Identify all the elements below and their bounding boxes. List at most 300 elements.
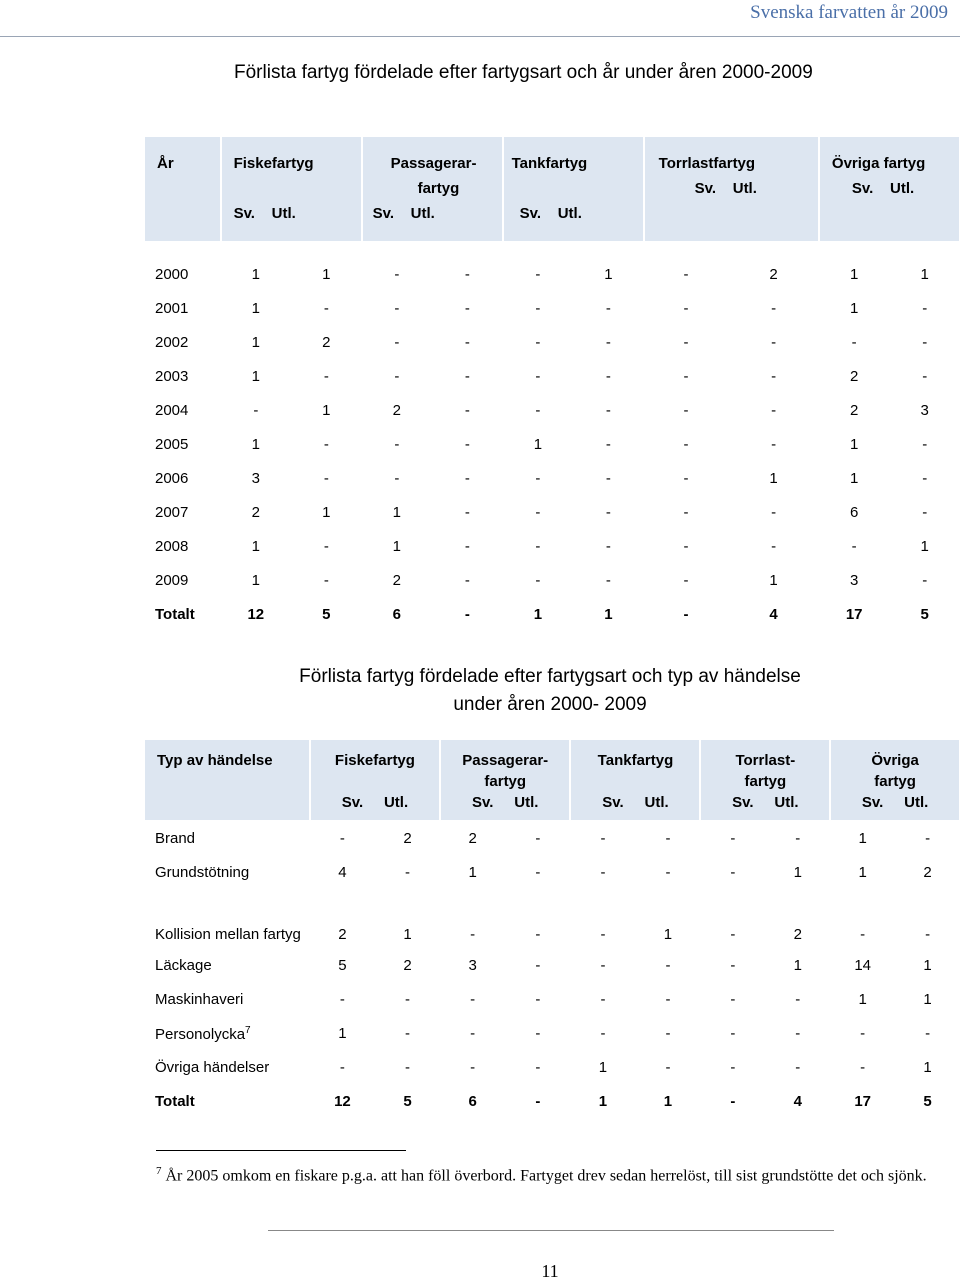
- table-cell: 1: [598, 1059, 608, 1076]
- row-label-text: Totalt: [155, 1093, 195, 1110]
- row-label-text: 2007: [155, 504, 189, 521]
- row-label: [145, 565, 220, 596]
- table-cell: 3: [890, 395, 959, 426]
- table-cell: 2: [820, 395, 889, 426]
- header-sv: Sv.: [341, 794, 364, 811]
- table-cell: 17: [854, 1093, 872, 1110]
- header-col-drycargo: Torrlast- fartyg Sv. Utl.: [701, 740, 829, 820]
- header-utl: Utl.: [557, 205, 582, 222]
- header-name: Övriga fartyg: [831, 155, 926, 172]
- table-cell: -: [600, 864, 606, 881]
- table-cell: 2: [793, 926, 802, 943]
- table-cell: 1: [292, 395, 361, 426]
- table-cell: -: [574, 361, 643, 392]
- table-cell: -: [860, 926, 866, 943]
- table2-title: [0, 663, 960, 719]
- row-label-text: Maskinhaveri: [155, 991, 244, 1008]
- table-cell: -: [292, 565, 361, 596]
- running-title: Svenska farvatten år 2009: [750, 2, 948, 23]
- table-cell: 3: [222, 463, 291, 494]
- table-cell: -: [504, 361, 573, 392]
- table-cell: -: [363, 327, 432, 358]
- table-cell: -: [433, 293, 502, 324]
- table-cell: -: [405, 1059, 411, 1076]
- table-cell: 2: [292, 327, 361, 358]
- row-label: [145, 823, 309, 854]
- row-label: [145, 984, 309, 1015]
- table-cell: -: [363, 361, 432, 392]
- table-cell: -: [730, 1093, 736, 1110]
- table-cell: -: [433, 497, 502, 528]
- header-col-fishing: [222, 137, 361, 241]
- header-year-label: År: [157, 155, 174, 172]
- table-cell: -: [665, 1025, 671, 1042]
- table-cell: -: [795, 991, 801, 1008]
- table-cell: -: [820, 531, 889, 562]
- table-cell: -: [730, 1059, 736, 1076]
- row-label-text: Totalt: [155, 606, 195, 623]
- footnote-ref: 7: [245, 1024, 251, 1036]
- table-cell: -: [535, 991, 541, 1008]
- table-cell: 2: [923, 864, 932, 881]
- table-cell: -: [795, 1059, 801, 1076]
- table-cell: -: [339, 830, 345, 847]
- table-cell: -: [645, 463, 728, 494]
- table-cell: -: [645, 429, 728, 460]
- table-cell: -: [535, 957, 541, 974]
- table-cell: -: [665, 864, 671, 881]
- table-cell: -: [405, 864, 411, 881]
- table-cell: 1: [363, 497, 432, 528]
- table-cell: -: [470, 926, 476, 943]
- row-label-text: Personolycka: [155, 1025, 246, 1043]
- header-utl: Utl.: [383, 794, 409, 811]
- table2-title-line2: under åren 2000- 2009: [453, 694, 647, 715]
- table-cell: -: [363, 463, 432, 494]
- table-cell: -: [665, 957, 671, 974]
- table-cell: -: [600, 1025, 606, 1042]
- footnote-text: År 2005 omkom en fiskare p.g.a. att han föll överbord. Fartyget drev sedan herrelöst, till sist grundstötte det och sjönk.: [165, 1167, 927, 1185]
- table-row: [145, 857, 959, 888]
- table-cell: 1: [923, 991, 932, 1008]
- table-cell: -: [574, 463, 643, 494]
- header-col-drycargo: [645, 137, 818, 241]
- table-cell: -: [574, 565, 643, 596]
- running-header: [0, 0, 960, 37]
- table-cell: -: [363, 259, 432, 290]
- table-cell: -: [363, 293, 432, 324]
- page-number: 11: [541, 1261, 559, 1281]
- table-row: [145, 395, 959, 426]
- table-cell: 2: [468, 830, 477, 847]
- header-utl: Utl.: [732, 180, 757, 197]
- row-label: [145, 950, 309, 981]
- row-label: [145, 891, 309, 947]
- table-cell: -: [339, 991, 345, 1008]
- header-sv: Sv.: [472, 794, 494, 811]
- table-cell: -: [504, 293, 573, 324]
- table-cell: -: [729, 531, 818, 562]
- footnote-number: 7: [156, 1165, 162, 1177]
- table-cell: 17: [820, 599, 889, 630]
- row-label: [145, 1086, 309, 1117]
- table-cell: -: [925, 1025, 931, 1042]
- table-cell: -: [795, 1025, 801, 1042]
- table-cell: 1: [504, 429, 573, 460]
- table-cell: 6: [820, 497, 889, 528]
- table-cell: -: [292, 293, 361, 324]
- table-cell: 1: [504, 599, 573, 630]
- table2-title-line1: Förlista fartyg fördelade efter fartygsart och typ av händelse: [299, 666, 801, 687]
- header-utl: Utl.: [904, 794, 929, 811]
- table-cell: 1: [574, 599, 643, 630]
- table-cell: -: [730, 957, 736, 974]
- table-cell: 1: [729, 463, 818, 494]
- table-cell: 1: [890, 531, 959, 562]
- table2-body: [145, 823, 959, 1117]
- table-cell: 1: [663, 926, 673, 943]
- table-cell: -: [339, 1059, 345, 1076]
- table-cell: -: [729, 293, 818, 324]
- table-cell: 6: [363, 599, 432, 630]
- table-cell: -: [433, 565, 502, 596]
- table-cell: 1: [858, 864, 867, 881]
- table-cell: 12: [222, 599, 291, 630]
- table-cell: 1: [793, 864, 802, 881]
- row-label: [145, 1018, 309, 1049]
- table-cell: -: [433, 531, 502, 562]
- table-cell: -: [470, 1059, 476, 1076]
- table-cell: -: [925, 926, 931, 943]
- table-cell: -: [729, 361, 818, 392]
- table-cell: 1: [574, 259, 643, 290]
- table-cell: 1: [222, 259, 291, 290]
- header-name: Torrlastfartyg: [658, 155, 756, 172]
- table-row: [145, 891, 959, 947]
- table-cell: 1: [820, 259, 889, 290]
- table-cell: -: [645, 293, 728, 324]
- table-cell: 1: [222, 565, 291, 596]
- row-label-text: 2000: [155, 266, 189, 283]
- header-sv: Sv.: [233, 205, 255, 222]
- row-label: [145, 259, 220, 290]
- table-cell: 5: [292, 599, 361, 630]
- footnote: [156, 1160, 956, 1187]
- bottom-divider: [268, 1230, 834, 1231]
- table-cell: 1: [890, 259, 959, 290]
- row-label-text: Brand: [155, 830, 196, 847]
- table-cell: -: [645, 395, 728, 426]
- table-cell: -: [729, 395, 818, 426]
- table-cell: -: [574, 327, 643, 358]
- table-cell: -: [820, 327, 889, 358]
- table-cell: -: [730, 830, 736, 847]
- table-cell: -: [645, 565, 728, 596]
- table-cell: 5: [890, 599, 959, 630]
- header-sv: Sv.: [694, 180, 717, 197]
- table-cell: -: [600, 926, 606, 943]
- table-row: [145, 361, 959, 392]
- table-cell: 1: [663, 1093, 673, 1110]
- table-cell: -: [363, 429, 432, 460]
- table-cell: 1: [858, 830, 867, 847]
- table-cell: -: [645, 497, 728, 528]
- header-sv: Sv.: [851, 180, 874, 197]
- table-cell: 1: [222, 361, 291, 392]
- header-sv: Sv.: [732, 794, 754, 811]
- table-row: [145, 497, 959, 528]
- table-cell: -: [645, 599, 728, 630]
- table-cell: -: [665, 991, 671, 1008]
- header-utl: Utl.: [514, 794, 539, 811]
- table-row: [145, 531, 959, 562]
- header-type: [145, 740, 309, 820]
- table-cell: -: [504, 463, 573, 494]
- header-type-label: Typ av händelse: [157, 752, 273, 769]
- header-col-tanker: [504, 137, 643, 241]
- table-cell: 5: [923, 1093, 932, 1110]
- table-cell: -: [433, 361, 502, 392]
- table-cell: -: [890, 327, 959, 358]
- header-col-fishing: Fiskefartyg Sv. Utl.: [311, 740, 439, 820]
- footnote-divider: [156, 1150, 406, 1151]
- row-label-text: 2009: [155, 572, 189, 589]
- table-cell: 3: [468, 957, 477, 974]
- row-label-text: Läckage: [155, 957, 212, 974]
- header-name: Tankfartyg: [511, 155, 588, 172]
- table-cell: -: [292, 361, 361, 392]
- table-cell: 6: [468, 1093, 477, 1110]
- table-row: [145, 429, 959, 460]
- table-cell: -: [535, 926, 541, 943]
- table-vessels-by-year: [143, 134, 960, 633]
- table-cell: 1: [222, 293, 291, 324]
- table-cell: -: [504, 531, 573, 562]
- header-sv: Sv.: [519, 205, 542, 222]
- table-cell: -: [535, 1059, 541, 1076]
- row-label: [145, 327, 220, 358]
- table-cell: -: [292, 531, 361, 562]
- table-cell: -: [405, 991, 411, 1008]
- table-cell: 2: [363, 565, 432, 596]
- row-label-text: 2003: [155, 368, 189, 385]
- table-cell: -: [433, 429, 502, 460]
- table-cell: -: [504, 327, 573, 358]
- table-cell: -: [470, 1025, 476, 1042]
- table-cell: -: [535, 1093, 541, 1110]
- table-cell: -: [730, 864, 736, 881]
- table-row: [145, 327, 959, 358]
- table-cell: -: [600, 991, 606, 1008]
- table-cell: -: [504, 565, 573, 596]
- table-cell: 1: [858, 991, 867, 1008]
- table-cell: -: [729, 327, 818, 358]
- table-row: [145, 259, 959, 290]
- header-col-other: [820, 137, 959, 241]
- table-cell: -: [890, 429, 959, 460]
- header-year: [145, 137, 220, 241]
- header-utl: Utl.: [410, 205, 435, 222]
- table-cell: 4: [793, 1093, 802, 1110]
- table-cell: -: [574, 497, 643, 528]
- table-cell: 2: [729, 259, 818, 290]
- row-label: [145, 531, 220, 562]
- table-cell: -: [292, 429, 361, 460]
- table-cell: 1: [222, 531, 291, 562]
- table-cell: 1: [403, 926, 412, 943]
- table-cell: -: [600, 957, 606, 974]
- table-cell: 1: [222, 429, 291, 460]
- table-cell: 1: [793, 957, 802, 974]
- table-cell: 2: [363, 395, 432, 426]
- header-sv: Sv.: [602, 794, 624, 811]
- table-cell: 2: [222, 497, 291, 528]
- table-cell: 2: [338, 926, 347, 943]
- table-cell: -: [222, 395, 291, 426]
- row-label-text: Övriga händelser: [155, 1059, 270, 1076]
- table-cell: 14: [854, 957, 872, 974]
- table-cell: 1: [820, 293, 889, 324]
- header-col-passenger: Passagerar- fartyg Sv. Utl.: [441, 740, 569, 820]
- table-cell: -: [890, 497, 959, 528]
- header-col-tanker: Tankfartyg Sv. Utl.: [571, 740, 699, 820]
- row-label-text: 2005: [155, 436, 189, 453]
- table1-body: [145, 259, 959, 630]
- table-cell: -: [645, 259, 728, 290]
- table-cell: -: [405, 1025, 411, 1042]
- table-row: [145, 599, 959, 630]
- table-cell: 2: [403, 830, 412, 847]
- table-cell: -: [574, 531, 643, 562]
- table-cell: -: [860, 1059, 866, 1076]
- header-col-passenger: Passagerar- fartyg Sv. Utl.: [363, 137, 502, 241]
- table-row: [145, 565, 959, 596]
- table-cell: 3: [820, 565, 889, 596]
- header-name: Fiskefartyg: [233, 155, 314, 172]
- table-cell: -: [433, 463, 502, 494]
- table-cell: -: [890, 565, 959, 596]
- table-cell: 1: [729, 565, 818, 596]
- row-label-text: 2006: [155, 470, 189, 487]
- table-cell: -: [729, 429, 818, 460]
- table1-title: Förlista fartyg fördelade efter fartygsart och år under åren 2000-2009: [234, 62, 813, 83]
- table-cell: -: [890, 293, 959, 324]
- table-cell: -: [535, 1025, 541, 1042]
- table-cell: 12: [334, 1093, 351, 1110]
- table-cell: -: [535, 830, 541, 847]
- table-cell: -: [433, 599, 502, 630]
- table-cell: -: [665, 1059, 671, 1076]
- table-cell: 5: [403, 1093, 412, 1110]
- table-cell: 1: [363, 531, 432, 562]
- table-row: [145, 823, 959, 854]
- header-utl: Utl.: [271, 205, 296, 222]
- table-row: [145, 293, 959, 324]
- header-utl: Utl.: [644, 794, 669, 811]
- row-label: [145, 361, 220, 392]
- row-label-text: Grundstötning: [155, 864, 250, 881]
- table-cell: -: [665, 830, 671, 847]
- table-cell: -: [600, 830, 606, 847]
- table-cell: -: [795, 830, 801, 847]
- table-cell: -: [574, 395, 643, 426]
- table-header-row: [145, 740, 959, 820]
- header-sv: Sv.: [861, 794, 884, 811]
- table-cell: -: [433, 395, 502, 426]
- table-cell: -: [890, 361, 959, 392]
- table-cell: -: [535, 864, 541, 881]
- row-label: [145, 1052, 309, 1083]
- table-cell: -: [890, 463, 959, 494]
- table-cell: 4: [729, 599, 818, 630]
- table-row: [145, 463, 959, 494]
- table-cell: -: [645, 361, 728, 392]
- table-row: [145, 1052, 959, 1083]
- table-cell: 1: [468, 864, 477, 881]
- header-col-other: Övriga fartyg Sv. Utl.: [831, 740, 959, 820]
- row-label: [145, 497, 220, 528]
- table-cell: -: [730, 1025, 736, 1042]
- table-cell: -: [860, 1025, 866, 1042]
- table-cell: 1: [292, 497, 361, 528]
- table-cell: -: [925, 830, 931, 847]
- row-label: [145, 429, 220, 460]
- table-cell: -: [645, 327, 728, 358]
- table-cell: -: [574, 293, 643, 324]
- row-label: [145, 463, 220, 494]
- table-cell: 4: [338, 864, 347, 881]
- table-row: [145, 950, 959, 981]
- table-cell: -: [292, 463, 361, 494]
- header-utl: Utl.: [774, 794, 799, 811]
- table-cell: -: [645, 531, 728, 562]
- table-cell: -: [433, 259, 502, 290]
- table-cell: 1: [923, 957, 932, 974]
- row-label: [145, 293, 220, 324]
- table-cell: 1: [292, 259, 361, 290]
- table-cell: -: [504, 395, 573, 426]
- table-cell: -: [729, 497, 818, 528]
- row-label: [145, 599, 220, 630]
- table-vessels-by-incident: [143, 737, 960, 1120]
- table-cell: 1: [923, 1059, 932, 1076]
- row-label-text: 2001: [155, 300, 189, 317]
- table-header-row: [145, 137, 959, 241]
- table-cell: 1: [338, 1025, 347, 1042]
- table-row: [145, 984, 959, 1015]
- table-cell: 1: [222, 327, 291, 358]
- table-row: [145, 1086, 959, 1117]
- table-cell: 1: [820, 429, 889, 460]
- header-utl: Utl.: [890, 180, 915, 197]
- row-label-text: Kollision mellan fartyg: [155, 926, 301, 943]
- table-cell: -: [730, 991, 736, 1008]
- table-cell: 2: [820, 361, 889, 392]
- table-row: [145, 1018, 959, 1049]
- row-label: [145, 857, 309, 888]
- table-cell: -: [730, 926, 736, 943]
- table-cell: 1: [598, 1093, 608, 1110]
- table-cell: -: [470, 991, 476, 1008]
- table-cell: 2: [403, 957, 412, 974]
- row-label-text: 2002: [155, 334, 189, 351]
- row-label-text: 2008: [155, 538, 189, 555]
- table-cell: -: [504, 497, 573, 528]
- table-cell: -: [433, 327, 502, 358]
- row-label-text: 2004: [155, 402, 189, 419]
- table-cell: -: [574, 429, 643, 460]
- table-cell: 1: [820, 463, 889, 494]
